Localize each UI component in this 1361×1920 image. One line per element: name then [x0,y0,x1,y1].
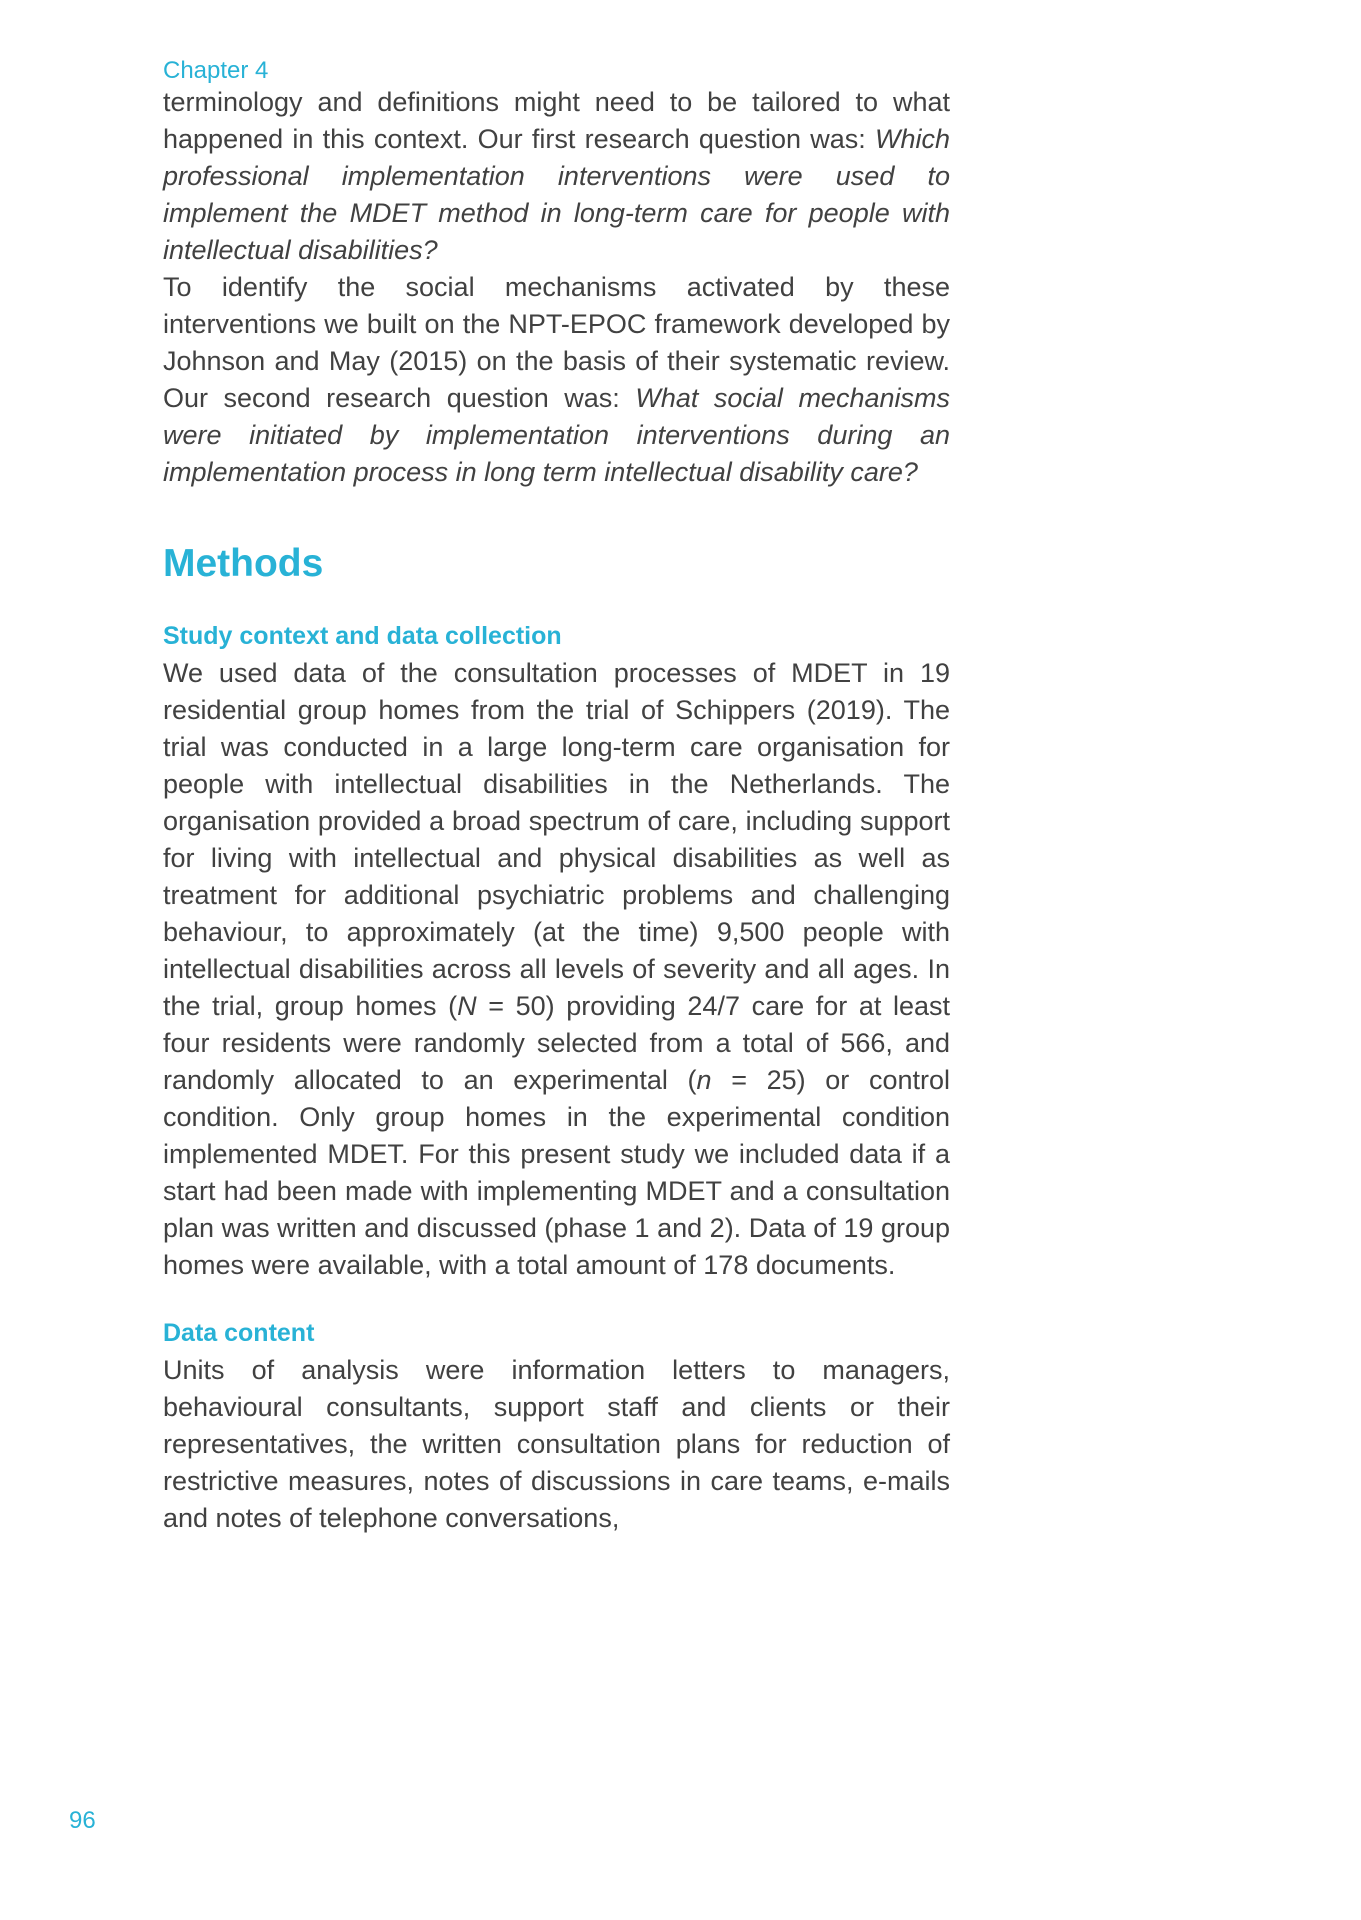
paragraph-research-question-2 [163,269,950,491]
page-content [163,0,950,1537]
section-heading-methods: Methods [163,542,324,585]
page-number: 96 [69,1807,96,1834]
paragraph-study-context [163,655,950,1284]
text-run: Units of analysis were information letters to managers, behavioural consultants, support staff and clients or their representatives, the written consultation plans for reduction of restrictive measures, notes of discussions in care teams, e-mails and notes of telephone conversations, [163,1355,950,1533]
subheading-data-content: Data content [163,1319,315,1347]
text-run: We used data of the consultation processes of MDET in 19 residential group homes from the trial of Schippers (2019). The trial was conducted in a large long-term care organisation for people with intellectual disabilities in the Netherlands. The organisation provided a broad spectrum of care, including support for living with intellectual and physical disabilities as well as treatment for additional psychiatric problems and challenging behaviour, to approximately (at the time) 9,500 people with intellectual disabilities across all levels of severity and all ages. In the trial, group homes ( [163,658,950,1021]
text-run: = 25) or control condition. Only group homes in the experimental condition implemented MDET. For this present study we included data if a start had been made with implementing MDET and a consultation plan was written and discussed (phase 1 and 2). Data of 19 group homes were available, with a total amount of 178 documents. [163,1065,950,1280]
subheading-study-context: Study context and data collection [163,622,562,650]
chapter-label: Chapter 4 [163,57,269,84]
text-run: terminology and definitions might need to be tailored to what happened in this context. Our first research question was: [163,87,950,154]
text-run: = 50) providing 24/7 care for at least four residents were randomly selected from a total of 566, and randomly allocated to an experimental ( [163,991,950,1095]
text-run-italic: Which professional implementation interventions were used to implement the MDET method in long-term care for people with intellectual disabilities? [163,124,950,265]
text-run-italic: n [696,1065,712,1095]
text-run-italic: N [457,991,477,1021]
text-run: To identify the social mechanisms activated by these interventions we built on the NPT-EPOC framework developed by Johnson and May (2015) on the basis of their systematic review. Our second research question was: [163,272,950,413]
paragraph-research-question-1 [163,84,950,269]
text-run-italic: What social mechanisms were initiated by implementation interventions during an implementation process in long term intellectual disability care? [163,383,950,487]
paragraph-data-content [163,1352,950,1537]
